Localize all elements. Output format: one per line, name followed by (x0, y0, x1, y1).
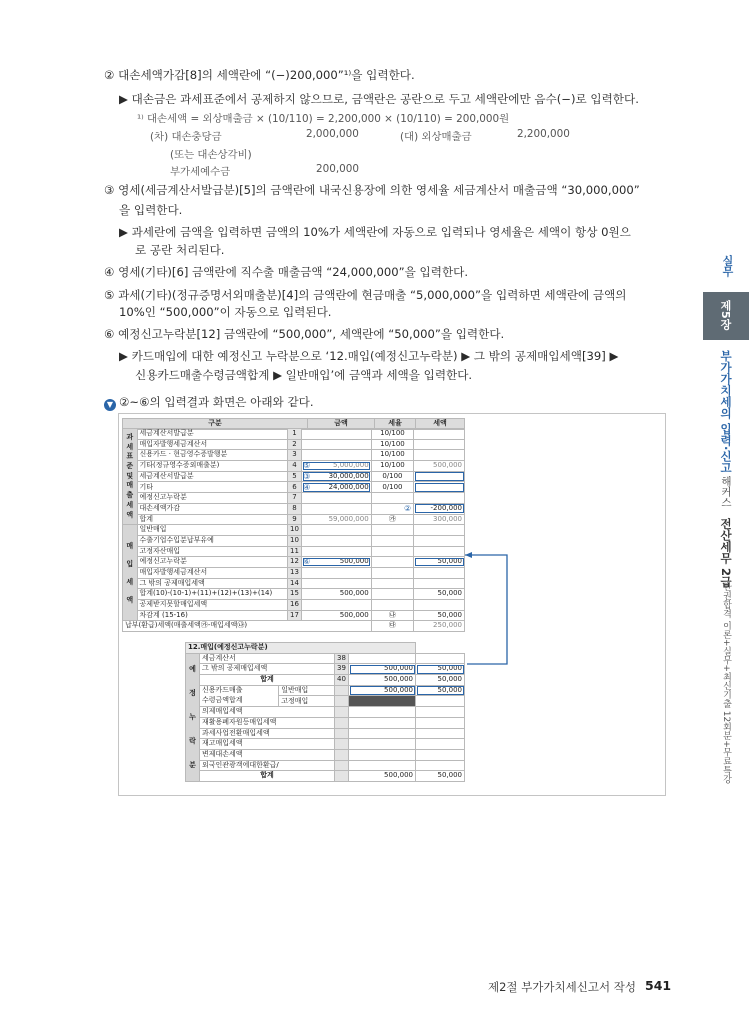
row-label: 의제매입세액 (200, 707, 335, 718)
item-5-line1: ⑤ 과세(기타)(정규증명서외매출분)[4]의 금액란에 현금매출 “5,000,000”을 입력하면 세액란에 금액의 (104, 288, 627, 302)
row-label: 신용카드 · 현금영수증발행분 (137, 450, 287, 461)
item-2-sub: ▶ 대손금은 과세표준에서 공제하지 않으므로, 금액란은 공란으로 두고 세액란에만 음수(−)로 입력한다. (119, 92, 639, 106)
purchase-section-label: 매 입 세 액 (123, 525, 138, 621)
rate-cell: 10/100 (371, 461, 413, 472)
row-number: 16 (287, 600, 302, 611)
journal-vat: 부가세예수금 (170, 166, 231, 178)
card-tax[interactable]: 50,000 (416, 685, 465, 696)
amount-value: 24,000,000 (328, 482, 369, 491)
journal-debit-amount: 2,000,000 (306, 128, 359, 140)
arrow-head-1 (465, 552, 472, 558)
journal-credit: (대) 외상매출금 (400, 131, 472, 143)
result-heading (104, 394, 314, 411)
triangle-down-icon: ▼ (104, 399, 116, 411)
row-label: 매입자발행세금계산서 (137, 567, 287, 578)
rate-cell: ㉯ (371, 610, 413, 621)
tax-cell[interactable]: 50,000 (416, 675, 465, 686)
row-label: 매입자발행세금계산서 (137, 439, 287, 450)
final-mark: ㉰ (371, 621, 413, 632)
row-number: 10 (287, 535, 302, 546)
rate-cell: 0/100 (371, 471, 413, 482)
rate-cell: 0/100 (371, 482, 413, 493)
amount-value: 59,000,000 (328, 514, 369, 523)
row-number: 15 (287, 589, 302, 600)
row-label: 기타 (137, 482, 287, 493)
rate-cell: ㉮ (371, 514, 413, 525)
final-tax: 250,000 (414, 621, 465, 632)
row-label: 과세사업전환매입세액 (200, 728, 335, 739)
row-number: 12 (287, 557, 302, 568)
step-mark: ⑤ (303, 461, 311, 471)
sidebar-title: 전산세무 2급 (719, 518, 733, 588)
item-3-sub2: 로 공란 처리된다. (135, 243, 225, 257)
amount-value: 500,000 (339, 589, 369, 598)
journal-debit: (차) 대손충당금 (150, 131, 222, 143)
tax-value: 500,000 (433, 461, 462, 470)
row-label: 예정신고누락분 (137, 557, 287, 568)
row-label: 세금계산서 (200, 653, 335, 664)
tax-cell[interactable]: -200,000 ② (414, 503, 465, 514)
tax-value: 50,000 (437, 589, 462, 598)
tax-value: 300,000 (433, 514, 462, 523)
item-4: ④ 영세(기타)[6] 금액란에 직수출 매출금액 “24,000,000”을 입력한다. (104, 265, 469, 279)
result-text: ②~⑥의 입력결과 화면은 아래와 같다. (119, 395, 314, 409)
tax-value: 50,000 (437, 610, 462, 619)
tax-value: -200,000 (430, 503, 462, 512)
header-rate: 세율 (375, 419, 416, 430)
item-6-sub2: 신용카드매출수령금액합계 ▶ 일반매입’에 금액과 세액을 입력한다. (135, 368, 473, 382)
final-label: 납부(환급)세액(매출세액㉮-매입세액㉯) (123, 621, 372, 632)
row-number: 9 (287, 514, 302, 525)
row-number: 1 (287, 429, 302, 440)
row-number: 5 (287, 471, 302, 482)
row-number: 17 (287, 610, 302, 621)
footer-chapter: 제2절 부가가치세신고서 작성 (488, 980, 636, 994)
row-label: 변제대손세액 (200, 749, 335, 760)
row-number: 13 (287, 567, 302, 578)
item-3-sub1: ▶ 과세란에 금액을 입력하면 금액의 10%가 세액란에 자동으로 입력되나 영세율은 세액이 항상 0원으 (119, 225, 631, 239)
header-amount: 금액 (308, 419, 375, 430)
rate-cell: 10/100 (371, 429, 413, 440)
row-label: 공제받지못할매입세액 (137, 600, 287, 611)
sidebar-chapter: 제5장 (703, 292, 749, 340)
tax-value: 50,000 (437, 557, 462, 566)
amount-cell[interactable]: 500,000 (349, 675, 416, 686)
step-mark: ③ (303, 471, 311, 481)
total-tax: 50,000 (416, 771, 465, 782)
row-number: 7 (287, 493, 302, 504)
row-label: 그 밖의 공제매입세액 (200, 664, 335, 675)
journal-vat-amount: 200,000 (316, 163, 359, 175)
card-fixed: 고정매입 (279, 696, 335, 707)
amount-value: 500,000 (339, 610, 369, 619)
header-category: 구분 (123, 419, 308, 430)
amount-value: 30,000,000 (328, 471, 369, 480)
sales-section-label: 과 세 표 준 및 매 출 세 액 (123, 429, 138, 525)
card-amount[interactable]: 500,000 (349, 685, 416, 696)
item-2: ② 대손세액가감[8]의 세액란에 “(−)200,000”¹⁾을 입력한다. (104, 68, 415, 82)
row-number: 38 (335, 653, 349, 664)
card-label: 신용카드매출 수령금액합계 (200, 685, 279, 706)
row-label: 일반매입 (137, 525, 287, 536)
row-label: 합계 (200, 675, 335, 686)
amount-value: 5,000,000 (333, 461, 369, 470)
omission-side-label: 예 정 누 락 분 (186, 653, 200, 781)
header-tax: 세액 (416, 419, 465, 430)
row-label: 세금계산서발급분 (137, 471, 287, 482)
row-label: 고정자산매입 (137, 546, 287, 557)
arrow-line-1 (465, 555, 507, 664)
row-label: 그 밖의 공제매입세액 (137, 578, 287, 589)
rate-cell: 10/100 (371, 439, 413, 450)
row-label: 예정신고누락분 (137, 493, 287, 504)
footnote-1: ¹⁾ 대손세액 = 외상매출금 × (10/110) = 2,200,000 × (10/110) = 200,000원 (137, 113, 510, 125)
sidebar-brand: 해커스 (720, 476, 732, 508)
amount-cell[interactable]: 500,000 (349, 664, 416, 675)
total-label: 합계 (200, 771, 335, 782)
tax-cell[interactable]: 50,000 (416, 664, 465, 675)
row-number: 14 (287, 578, 302, 589)
row-number: 10 (287, 525, 302, 536)
step-mark: ④ (303, 482, 311, 492)
amount-value: 500,000 (339, 557, 369, 566)
sidebar-subtitle: 한권합격 이론+실무+최신기출 12회분+무료특강 (721, 582, 731, 784)
row-number: 11 (287, 546, 302, 557)
row-label: 수출기업수입분납부유예 (137, 535, 287, 546)
row-label: 차감계 (15-16) (137, 610, 287, 621)
item-3-line1: ③ 영세(세금계산서발급분)[5]의 금액란에 내국신용장에 의한 영세율 세금계산서 매출금액 “30,000,000” (104, 183, 640, 197)
row-label: 대손세액가감 (137, 503, 287, 514)
row-number: 2 (287, 439, 302, 450)
row-label: 재고매입세액 (200, 739, 335, 750)
sidebar-section: 부가가치세의 입력·신고 (719, 350, 733, 474)
row-number: 40 (335, 675, 349, 686)
step-mark: ⑥ (303, 557, 311, 567)
omission-title: 12.매입(예정신고누락분) (186, 643, 416, 654)
row-number: 8 (287, 503, 302, 514)
row-label: 외국인관광객에대한환급/ (200, 760, 335, 771)
item-6: ⑥ 예정신고누락분[12] 금액란에 “500,000”, 세액란에 “50,000”을 입력한다. (104, 327, 505, 341)
item-5-line2: 10%인 “500,000”이 자동으로 입력된다. (119, 305, 332, 319)
journal-credit-amount: 2,200,000 (517, 128, 570, 140)
item-3-line2: 을 입력한다. (119, 203, 183, 217)
row-label: 재활용폐자원등매입세액 (200, 717, 335, 728)
connector-arrows (119, 414, 665, 795)
form-screenshot (118, 413, 666, 796)
card-general: 일반매입 (279, 685, 335, 696)
row-label: 세금계산서발급분 (137, 429, 287, 440)
row-number: 6 (287, 482, 302, 493)
row-label: 합계 (137, 514, 287, 525)
row-number: 39 (335, 664, 349, 675)
row-label: 합계(10)-(10-1)+(11)+(12)+(13)+(14) (137, 589, 287, 600)
row-number: 3 (287, 450, 302, 461)
sidebar-tag: 실무 (721, 255, 734, 277)
total-amount: 500,000 (349, 771, 416, 782)
row-label: 기타(정규영수증외매출분) (137, 461, 287, 472)
page-number: 541 (645, 978, 672, 993)
item-6-sub1: ▶ 카드매입에 대한 예정신고 누락분으로 ‘12.매입(예정신고누락분) ▶ 그 밖의 공제매입세액[39] ▶ (119, 349, 619, 363)
row-number: 4 (287, 461, 302, 472)
journal-alt: (또는 대손상각비) (170, 149, 252, 161)
rate-cell: 10/100 (371, 450, 413, 461)
